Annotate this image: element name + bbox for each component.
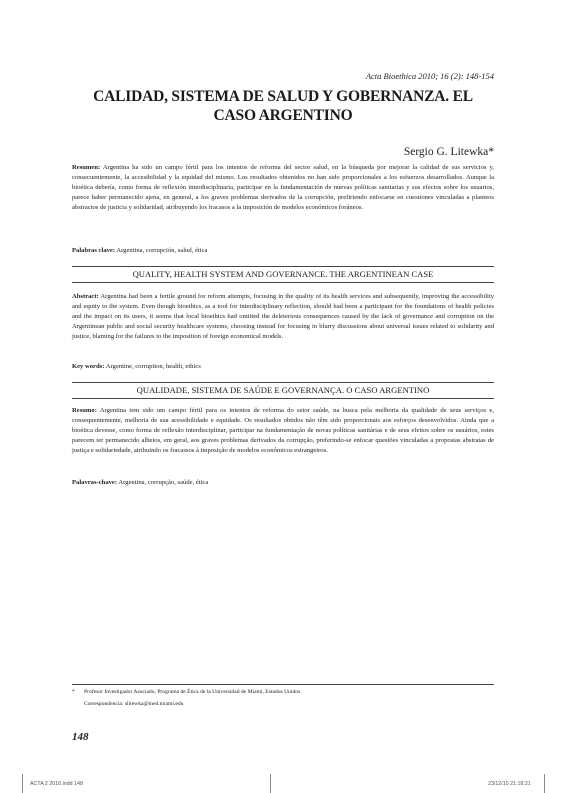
abstract-spanish-text: Argentina ha sido un campo fértil para los intentos de reforma del sector salud, en la búsqueda por mejorar la calidad de sus servicios y, consecuentemente, la accesibilidad y la equidad del mismo. Los resultados obtenidos no han sido proporcionales a los esfuerzos desarrollados. Aunque la bioética debería, como forma de reflexión interdisciplinaria, participar en la fundamentación de nuevas políticas sanitarias y sus efectos sobre los usuarios, parece haber permanecido ajena, en general, a los graves problemas derivados de la corrupción, prefiriendo enfocarse en cuestiones vinculadas a planteos abstractos de justicia y solidaridad, atribuyendo los fracasos a la imposición de modelos económicos foráneos.	[72, 164, 494, 211]
abstract-spanish	[72, 163, 494, 213]
abstract-portuguese-label: Resumo:	[72, 407, 97, 414]
footnote-affiliation-text: Profesor Investigador Asociado, Programa de Ética de la Universidad de Miami, Estados Unidos	[84, 689, 301, 695]
heading-english: QUALITY, HEALTH SYSTEM AND GOVERNANCE. THE ARGENTINEAN CASE	[72, 266, 494, 283]
footnote-rule	[72, 684, 494, 685]
footnote-affiliation	[72, 687, 494, 698]
abstract-portuguese	[72, 406, 494, 456]
keywords-spanish-label: Palabras clave:	[72, 247, 116, 254]
page-number: 148	[72, 731, 89, 743]
footnote-correspondence-text: Correspondencia: slitewka@med.miami.edu	[84, 701, 184, 707]
abstract-english-text: Argentina had been a fertile ground for reform attempts, focusing in the quality of its health services and subsequently, improving the accessibility and equity to the system. Even though bioethics, as a tool for interdisciplinary reflection, should had been a participant for the foundations of health policies and the impact on its users, it seems that local bioethics had omitted the deleterious consequences caused by the lack of governance and corruption on the Argentinean public and social security healthcare systems, choosing instead for focusing in blurry discussions about universal issues related to solidarity and justice, blaming for the failures to the imposition of foreign economical models.	[72, 293, 494, 340]
keywords-english-text: Argentine, corruption, health, ethics	[104, 363, 201, 370]
crop-mark-right	[544, 774, 545, 793]
article-title: CALIDAD, SISTEMA DE SALUD Y GOBERNANZA. EL CASO ARGENTINO	[93, 88, 473, 124]
footnote-correspondence	[72, 699, 494, 710]
crop-mark-left	[22, 774, 23, 793]
abstract-portuguese-text: Argentina tem sido um campo fértil para os intentos de reforma do setor saúde, na busca pela melhoria da qualidade de seus serviços e, consequentemente, melhoria de sua acessibilidade e equidade. Os resultados obtidos não têm sido proporcionais aos esforços desenvolvidos. Ainda que a bioética devesse, como forma de reflexão interdisciplinar, participar na fundamentação de novas políticas sanitárias e de seus efeitos sobre os usuários, estes parecem ter permanecido alheios, em geral, aos graves problemas derivados da corrupção, preferindo-se enfocar questões vinculadas a propostas abstratas de justiça e solidariedade, atribuindo os fracassos à imposição de modelos econômicos estrangeiros.	[72, 407, 494, 454]
keywords-portuguese-text: Argentina, corrupção, saúde, ética	[117, 479, 209, 486]
keywords-spanish-text: Argentina, corrupción, salud, ética	[115, 247, 208, 254]
print-slug-date: 23/12/10 21:18:21	[488, 781, 531, 787]
keywords-english	[72, 362, 494, 372]
keywords-spanish	[72, 246, 494, 256]
keywords-portuguese	[72, 478, 494, 488]
journal-reference: Acta Bioethica 2010; 16 (2): 148-154	[365, 71, 494, 81]
heading-portuguese: QUALIDADE, SISTEMA DE SAÚDE E GOVERNANÇA. O CASO ARGENTINO	[72, 382, 494, 399]
abstract-english	[72, 292, 494, 342]
keywords-portuguese-label: Palavras-chave:	[72, 479, 118, 486]
abstract-english-label: Abstract:	[72, 293, 99, 300]
keywords-english-label: Key words:	[72, 363, 105, 370]
print-slug-file: ACTA 2 2010.indd 148	[30, 781, 83, 787]
crop-mark-center	[270, 774, 271, 793]
abstract-spanish-label: Resumen:	[72, 164, 101, 171]
footnote-mark: *	[72, 689, 75, 695]
author-name: Sergio G. Litewka*	[403, 146, 494, 158]
